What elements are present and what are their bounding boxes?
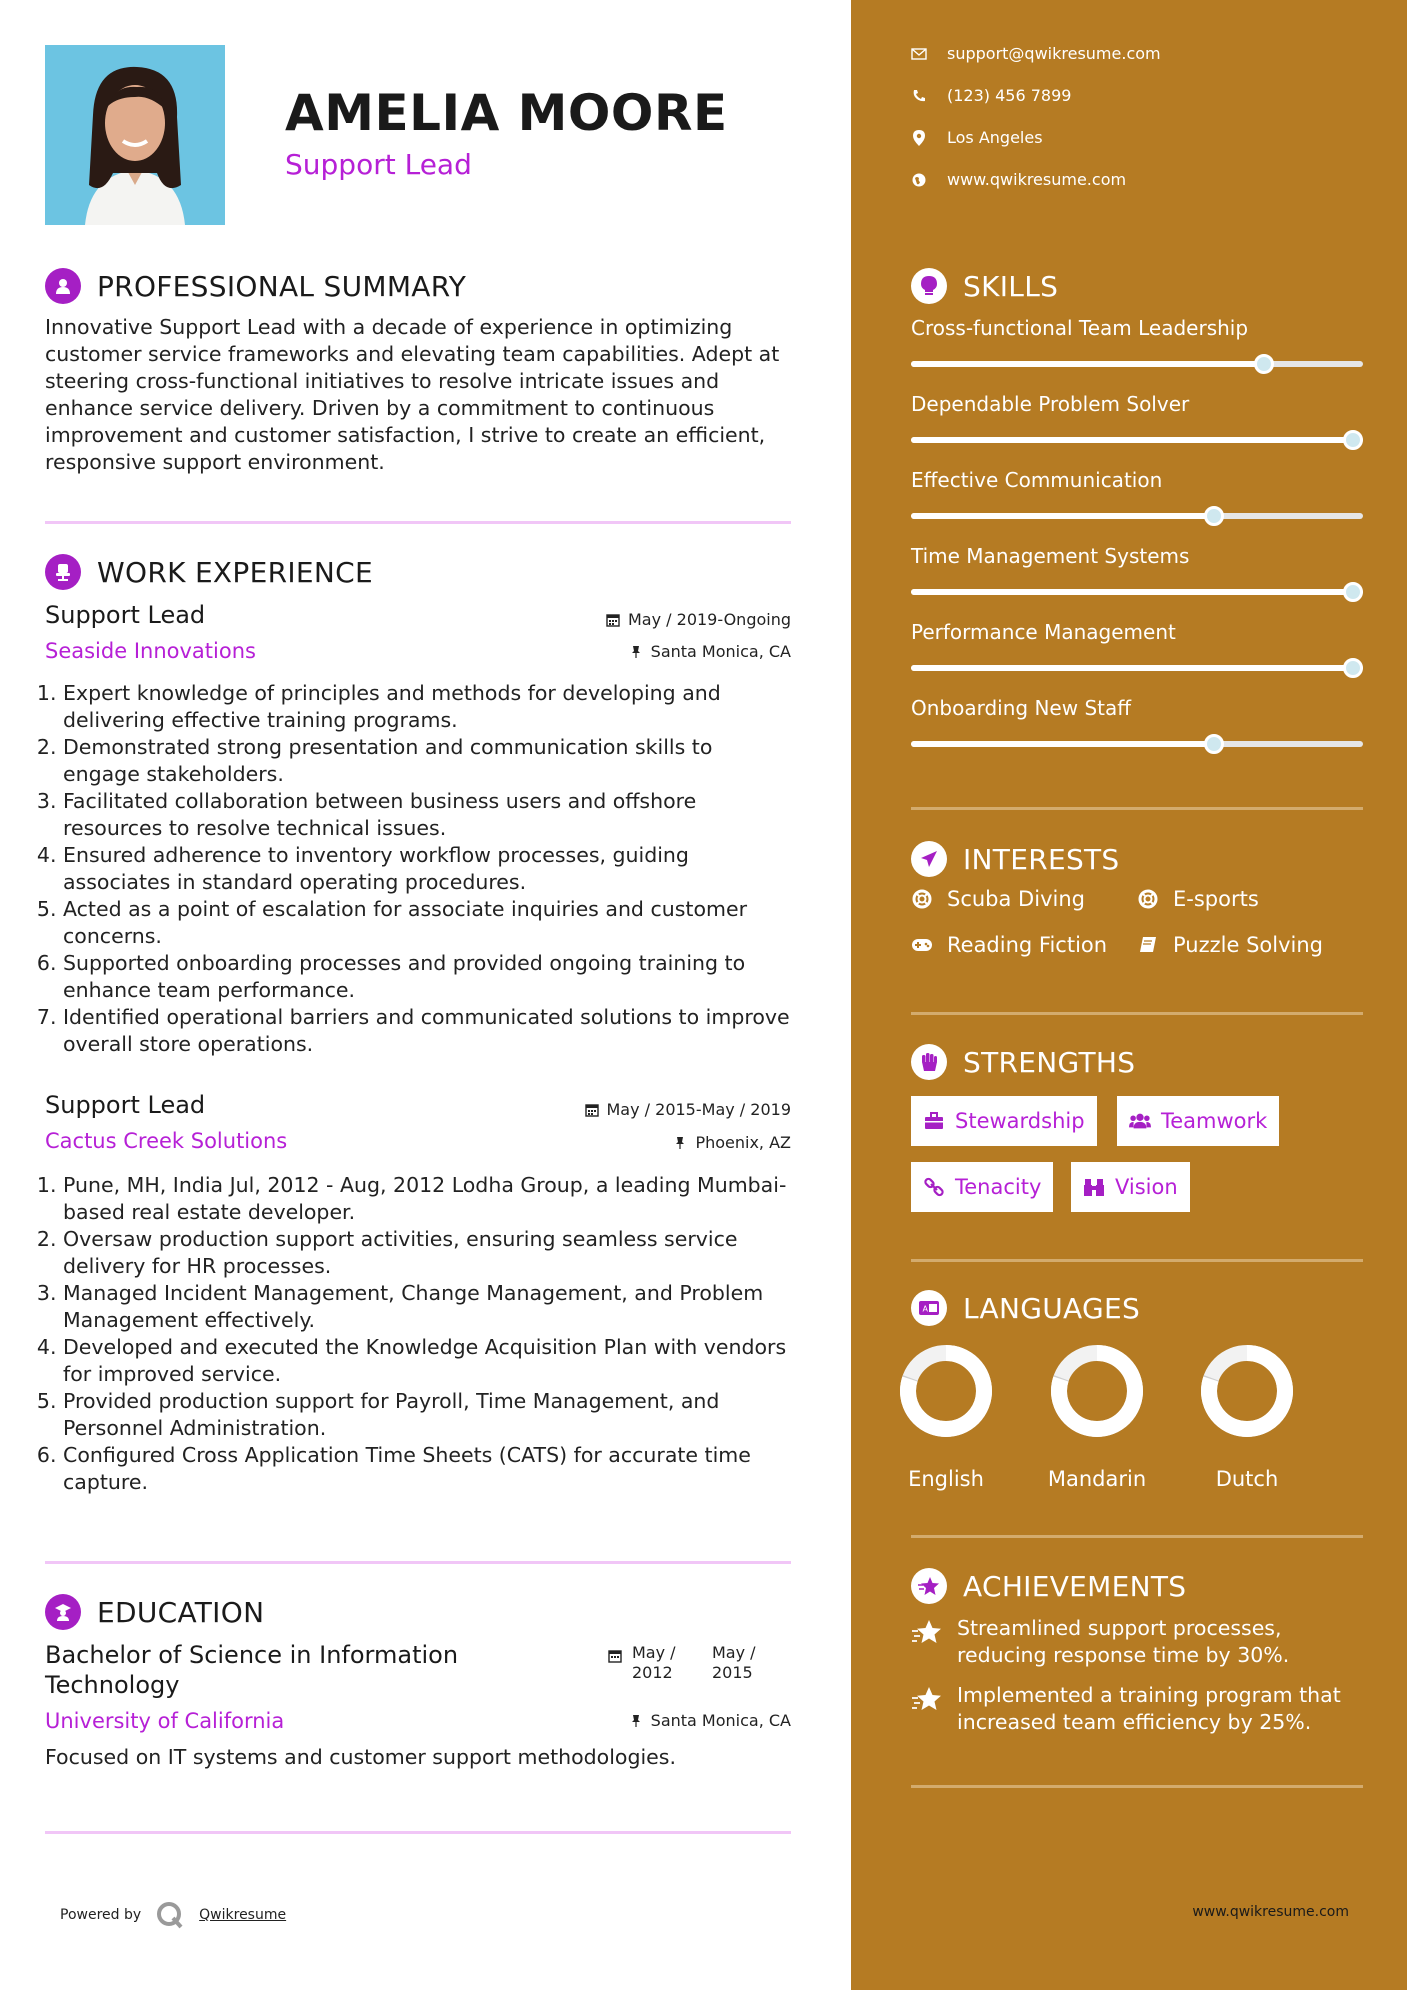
footer-url[interactable]: www.qwikresume.com — [1192, 1904, 1349, 1920]
list-item: 4. Developed and executed the Knowledge Acquisition Plan with vendors for improved service. — [63, 1334, 795, 1388]
strength-badge — [911, 1096, 1097, 1146]
skill-bar-knob — [1204, 506, 1224, 526]
skill-label: Time Management Systems — [911, 544, 1190, 568]
job-title: Support Lead — [45, 1091, 206, 1119]
strength-label: Teamwork — [1161, 1109, 1268, 1133]
interests-header — [911, 841, 1120, 877]
education-start: May / 2012 — [632, 1643, 676, 1682]
interest-label: Puzzle Solving — [1173, 933, 1323, 957]
skill-label: Cross-functional Team Leadership — [911, 316, 1249, 340]
skill-bar-fill — [911, 513, 1214, 519]
achievement-item — [911, 1682, 1371, 1736]
language-item — [1182, 1343, 1312, 1491]
interest-label: Scuba Diving — [947, 887, 1085, 911]
language-name: Dutch — [1215, 1467, 1279, 1491]
skill-bar — [911, 589, 1363, 595]
phone-icon — [911, 88, 927, 104]
user-icon — [45, 268, 81, 304]
interest-item — [911, 887, 1085, 911]
company-name: Cactus Creek Solutions — [45, 1129, 288, 1153]
life-ring-icon — [911, 888, 933, 910]
skill-bar-knob — [1343, 582, 1363, 602]
list-item: 5. Acted as a point of escalation for associate inquiries and customer concerns. — [63, 896, 795, 950]
language-item — [881, 1343, 1011, 1491]
achievement-item — [911, 1615, 1371, 1669]
summary-text: Innovative Support Lead with a decade of experience in optimizing customer service frameworks and elevating team capabilities. Adept at steering cross-functional initiatives to resolve intricate issues and enhance service delivery. Driven by a commitment to continuous improvement and customer satisfaction, I strive to create an efficient, responsive support environment. — [45, 315, 780, 474]
divider — [911, 1012, 1363, 1015]
strength-label: Stewardship — [955, 1109, 1085, 1133]
language-name: Mandarin — [1047, 1467, 1147, 1491]
language-donut — [898, 1343, 994, 1439]
duty-list — [45, 680, 795, 1058]
divider — [911, 1259, 1363, 1262]
language-donut — [1049, 1343, 1145, 1439]
binoculars-icon — [1083, 1176, 1105, 1198]
skill-bar-fill — [911, 589, 1363, 595]
list-item: 2. Demonstrated strong presentation and communication skills to engage stakeholders. — [63, 734, 795, 788]
interest-label: E-sports — [1173, 887, 1259, 911]
list-item: 1. Pune, MH, India Jul, 2012 - Aug, 2012 Lodha Group, a leading Mumbai-based real estate developer. — [63, 1172, 795, 1226]
skill-bar-knob — [1343, 658, 1363, 678]
pin-icon — [629, 645, 643, 659]
calendar-icon — [608, 1649, 622, 1663]
svg-text:A: A — [922, 1304, 928, 1314]
interest-item — [911, 933, 1107, 957]
users-icon — [1129, 1110, 1151, 1132]
sidebar — [851, 0, 1407, 1990]
education-title: EDUCATION — [97, 1595, 265, 1629]
calendar-icon — [606, 613, 620, 627]
language-item — [1032, 1343, 1162, 1491]
strength-badge — [1071, 1162, 1190, 1212]
education-header — [45, 1594, 264, 1630]
language-icon — [911, 1290, 947, 1326]
job-dates-text: May / 2015-May / 2019 — [606, 1100, 791, 1119]
strength-badge — [1117, 1096, 1279, 1146]
education-dates — [608, 1643, 768, 1683]
languages-header — [911, 1290, 1140, 1326]
skill-bar-fill — [911, 665, 1363, 671]
divider — [45, 521, 791, 524]
divider — [911, 807, 1363, 810]
duty-list — [45, 1172, 795, 1496]
list-item: 2. Oversaw production support activities, ensuring seamless service delivery for HR processes. — [63, 1226, 795, 1280]
briefcase-icon — [923, 1110, 945, 1132]
contact-location — [911, 128, 1043, 147]
job-title: Support Lead — [45, 601, 206, 629]
language-name: English — [908, 1467, 984, 1491]
list-item: 4. Ensured adherence to inventory workflow processes, guiding associates in standard operating procedures. — [63, 842, 795, 896]
divider — [45, 1831, 791, 1834]
interest-item — [1137, 933, 1323, 957]
strength-badge — [911, 1162, 1053, 1212]
star-icon — [911, 1684, 943, 1716]
job-location — [673, 1133, 791, 1152]
fist-icon — [911, 1044, 947, 1080]
pin-icon — [629, 1714, 643, 1728]
job-dates — [585, 1100, 792, 1119]
achievements-header — [911, 1568, 1186, 1604]
powered-by — [60, 1900, 286, 1930]
achievement-text: Streamlined support processes, reducing response time by 30%. — [957, 1616, 1290, 1667]
website-text: www.qwikresume.com — [947, 170, 1127, 189]
globe-icon — [911, 172, 927, 188]
education-location-text: Santa Monica, CA — [650, 1711, 791, 1730]
skill-label: Performance Management — [911, 620, 1176, 644]
email-text: support@qwikresume.com — [947, 44, 1161, 63]
powered-by-label: Powered by — [60, 1907, 142, 1923]
paper-plane-icon — [911, 841, 947, 877]
profile-photo — [45, 45, 225, 225]
education-location — [629, 1711, 791, 1730]
contact-email[interactable] — [911, 44, 1161, 63]
experience-title: WORK EXPERIENCE — [97, 555, 373, 589]
interests-title: INTERESTS — [963, 842, 1120, 876]
skill-label: Effective Communication — [911, 468, 1163, 492]
education-description: Focused on IT systems and customer support methodologies. — [45, 1745, 676, 1769]
strength-label: Tenacity — [955, 1175, 1042, 1199]
language-donut — [1199, 1343, 1295, 1439]
candidate-role: Support Lead — [285, 148, 472, 181]
list-item: 6. Supported onboarding processes and provided ongoing training to enhance team performance. — [63, 950, 795, 1004]
map-marker-icon — [911, 130, 927, 146]
skill-bar — [911, 361, 1363, 367]
job-dates — [606, 610, 791, 629]
strengths-header — [911, 1044, 1135, 1080]
qwikresume-logo-icon — [155, 1900, 185, 1930]
job-location-text: Phoenix, AZ — [695, 1133, 791, 1152]
job-location-text: Santa Monica, CA — [650, 642, 791, 661]
skill-bar-fill — [911, 741, 1214, 747]
phone-text: (123) 456 7899 — [947, 86, 1072, 105]
degree-title: Bachelor of Science in Information Technology — [45, 1641, 459, 1699]
skill-bar — [911, 437, 1363, 443]
strength-label: Vision — [1115, 1175, 1178, 1199]
location-text: Los Angeles — [947, 128, 1043, 147]
divider — [911, 1785, 1363, 1788]
skill-bar-fill — [911, 361, 1264, 367]
skills-title: SKILLS — [963, 269, 1059, 303]
divider — [911, 1535, 1363, 1538]
star-badge-icon — [911, 1568, 947, 1604]
graduate-icon — [45, 1594, 81, 1630]
skill-bar — [911, 513, 1363, 519]
link-icon — [923, 1176, 945, 1198]
list-item: 5. Provided production support for Payroll, Time Management, and Personnel Administration. — [63, 1388, 795, 1442]
skill-label: Onboarding New Staff — [911, 696, 1132, 720]
languages-title: LANGUAGES — [963, 1291, 1141, 1325]
list-item: 6. Configured Cross Application Time Sheets (CATS) for accurate time capture. — [63, 1442, 795, 1496]
star-icon — [911, 1617, 943, 1649]
summary-header — [45, 268, 466, 304]
education-end: May / 2015 — [712, 1643, 756, 1682]
book-icon — [1137, 934, 1159, 956]
qwikresume-link[interactable]: Qwikresume — [199, 1907, 287, 1923]
list-item: 7. Identified operational barriers and communicated solutions to improve overall store operations. — [63, 1004, 795, 1058]
candidate-name: AMELIA MOORE — [285, 84, 728, 142]
calendar-icon — [585, 1103, 599, 1117]
achievements-title: ACHIEVEMENTS — [963, 1569, 1187, 1603]
contact-phone[interactable] — [911, 86, 1071, 105]
school-name: University of California — [45, 1709, 285, 1733]
skill-bar — [911, 741, 1363, 747]
skill-bar-knob — [1204, 734, 1224, 754]
envelope-icon — [911, 46, 927, 62]
strengths-title: STRENGTHS — [963, 1045, 1136, 1079]
list-item: 3. Managed Incident Management, Change Management, and Problem Management effectively. — [63, 1280, 795, 1334]
skills-header — [911, 268, 1058, 304]
interest-item — [1137, 887, 1259, 911]
skill-bar-fill — [911, 437, 1363, 443]
job-location — [629, 642, 791, 661]
skill-bar-knob — [1254, 354, 1274, 374]
lightbulb-icon — [911, 268, 947, 304]
divider — [45, 1561, 791, 1564]
skill-bar — [911, 665, 1363, 671]
summary-title: PROFESSIONAL SUMMARY — [97, 269, 467, 303]
achievement-text: Implemented a training program that increased team efficiency by 25%. — [957, 1683, 1341, 1734]
interest-label: Reading Fiction — [947, 933, 1108, 957]
list-item: 3. Facilitated collaboration between business users and offshore resources to resolve technical issues. — [63, 788, 795, 842]
contact-website[interactable] — [911, 170, 1126, 189]
gamepad-icon — [911, 934, 933, 956]
company-name: Seaside Innovations — [45, 639, 256, 663]
skill-label: Dependable Problem Solver — [911, 392, 1190, 416]
list-item: 1. Expert knowledge of principles and methods for developing and delivering effective training programs. — [63, 680, 795, 734]
job-dates-text: May / 2019-Ongoing — [628, 610, 791, 629]
pin-icon — [673, 1136, 687, 1150]
life-ring-icon — [1137, 888, 1159, 910]
experience-header — [45, 554, 373, 590]
skill-bar-knob — [1343, 430, 1363, 450]
chair-icon — [45, 554, 81, 590]
